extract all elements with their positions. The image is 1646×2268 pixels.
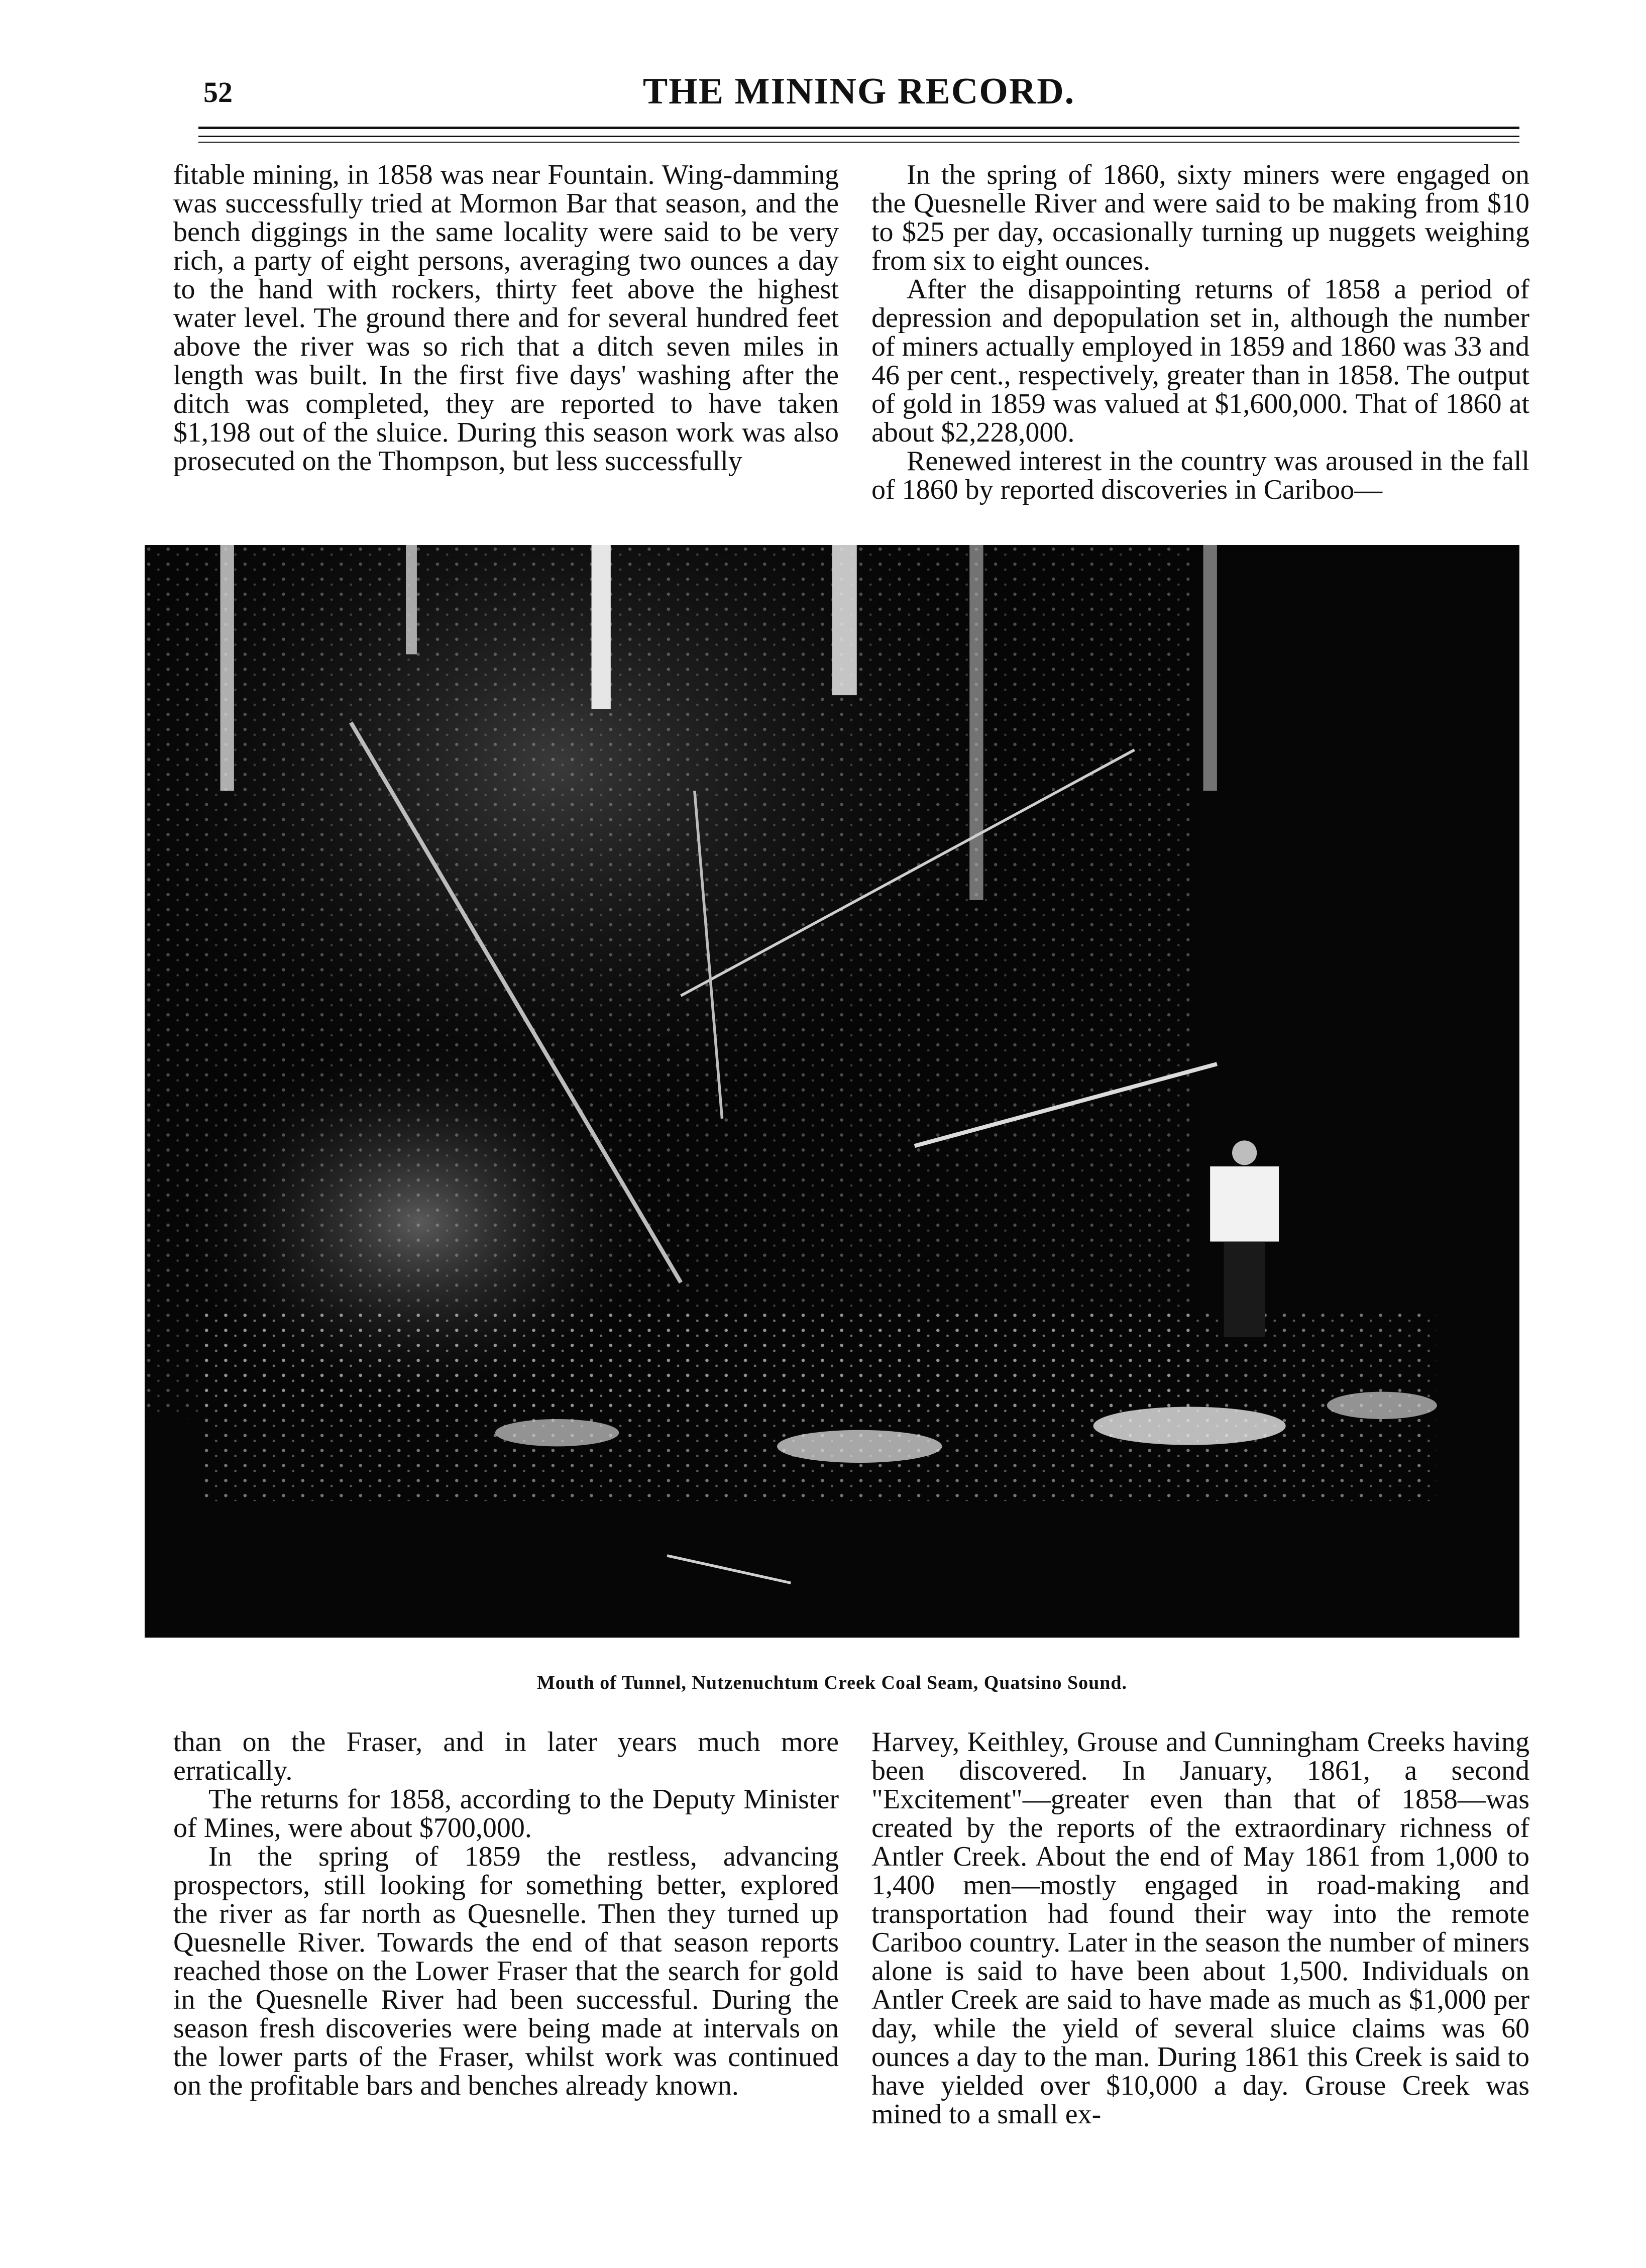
paragraph: Harvey, Keithley, Grouse and Cunningham Creeks having been discovered. In January, 1861, a second "Excitement"—greater even than that of 1858—was created by the reports of the extraordinary richness of Antler Creek. About the end of May 1861 from 1,000 to 1,400 men—mostly engaged in road-making and transportation had found their way into the remote Cariboo country. Later in the season the number of miners alone is said to have been about 1,500. Individuals on Antler Creek are said to have made as much as $1,000 per day, while the yield of several sluice claims was 60 ounces a day to the man. During 1861 this Creek is said to have yielded over $10,000 a day. Grouse Creek was mined to a small ex- [871, 1728, 1529, 2130]
photograph-forest-tunnel [145, 545, 1519, 1638]
column-bottom-right [871, 1728, 1529, 2195]
paragraph: In the spring of 1860, sixty miners were engaged on the Quesnelle River and were said to be making from $10 to $25 per day, occasionally turning up nuggets weighing from six to eight ounces. [871, 161, 1529, 276]
column-bottom-left [173, 1728, 839, 2195]
photo-caption: Mouth of Tunnel, Nutzenuchtum Creek Coal Seam, Quatsino Sound. [536, 1672, 1128, 1693]
photo-image [145, 545, 1519, 1638]
running-title: THE MINING RECORD. [642, 71, 1075, 112]
header-rule [198, 142, 1519, 143]
page-header [198, 70, 1519, 121]
paragraph: Renewed interest in the country was aroused in the fall of 1860 by reported discoveries in Cariboo— [871, 446, 1529, 505]
column-top-right [871, 161, 1529, 512]
paragraph: After the disappointing returns of 1858 a period of depression and depopulation set in, although the number of miners actually employed in 1859 and 1860 was 33 and 46 per cent., respectively, greater than in 1858. The output of gold in 1859 was valued at $1,600,000. That of 1860 at about $2,228,000. [871, 274, 1529, 448]
paragraph: than on the Fraser, and in later years much more erratically. [173, 1728, 839, 1786]
column-top-left [173, 161, 839, 512]
header-rule [198, 136, 1519, 137]
paragraph: fitable mining, in 1858 was near Fountain. Wing-damming was successfully tried at Mormon Bar that season, and the bench diggings in the same locality were said to be very rich, a party of eight persons, averaging two ounces a day to the hand with rockers, thirty feet above the highest water level. The ground there and for several hundred feet above the river was so rich that a ditch seven miles in length was built. In the first five days' washing after the ditch was completed, they are reported to have taken $1,198 out of the sluice. During this season work was also prosecuted on the Thompson, but less successfully [173, 161, 839, 477]
paragraph: In the spring of 1859 the restless, advancing prospectors, still looking for something better, explored the river as far north as Quesnelle. Then they turned up Quesnelle River. Towards the end of that season reports reached those on the Lower Fraser that the search for gold in the Quesnelle River had been successful. During the season fresh discoveries were being made at intervals on the lower parts of the Fraser, whilst work was continued on the profitable bars and benches already known. [173, 1841, 839, 2101]
header-rule [198, 127, 1519, 129]
page-number: 52 [203, 76, 233, 109]
paragraph: The returns for 1858, according to the Deputy Minister of Mines, were about $700,000. [173, 1784, 839, 1844]
